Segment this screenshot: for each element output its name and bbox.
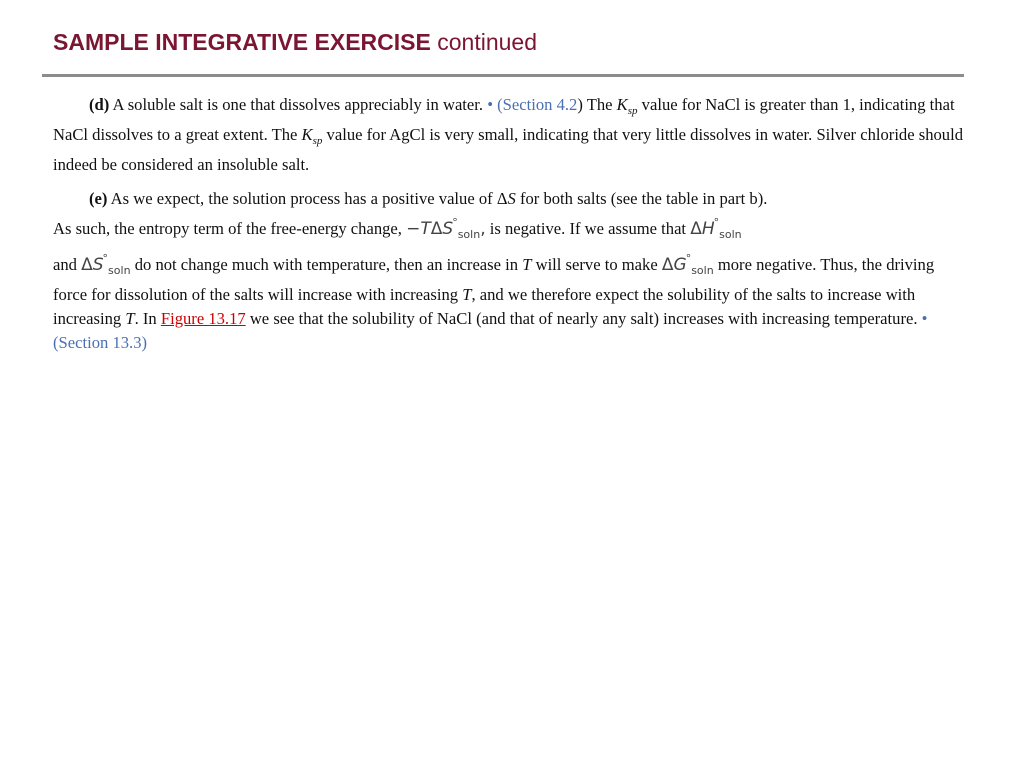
section-ref-13-3[interactable]: • (Section 13.3) [53,309,928,352]
text-segment: value for NaCl is greater than 1, indicating that NaCl dissolves to a great extent. The [53,95,955,144]
title-continued: continued [437,29,537,55]
text-segment: As such, the entropy term of the free-energy change, [53,219,407,238]
text-segment: ) The [577,95,617,114]
text-segment: . In [134,309,161,328]
text-segment: A soluble salt is one that dissolves appreciably in water. [109,95,488,114]
text-segment: we see that the solubility of NaCl (and that of nearly any salt) increases with increasing temperature. [245,309,922,328]
temperature-symbol: T [522,255,532,274]
text-segment: is negative. If we assume that [485,219,691,238]
part-d-label: (d) [89,95,110,114]
math-delta-s-soln: $\Delta S^\circ_{soln}$ [81,252,131,277]
math-delta-h-soln: $\Delta H^\circ_{soln}$ [690,216,742,241]
text-segment: more negative. Thus, the driving force for dissolution of the salts will increase with increasing [53,255,935,304]
entropy-symbol: S [507,189,516,208]
text-segment: will serve to make [531,255,662,274]
title-main: SAMPLE INTEGRATIVE EXERCISE [53,29,431,55]
temperature-symbol: T [462,285,472,304]
text-segment: and [53,255,82,274]
text-segment: value for AgCl is very small, indicating that very little dissolves in water. Silver chloride should indeed be considered an insoluble salt. [53,125,963,174]
section-ref-4-2[interactable]: • (Section 4.2 [487,95,578,114]
figure-13-17-link[interactable]: Figure 13.17 [160,309,246,328]
ksp-symbol: $K_{sp}$ [616,95,638,117]
text-segment: , and we therefore expect the solubility of the salts to increase with increasing [53,285,916,328]
math-delta-g-soln: $\Delta G^\circ_{soln}$ [661,252,714,277]
ksp-symbol: $K_{sp}$ [301,125,323,147]
paragraph-e [53,187,963,355]
math-neg-t-delta-s-soln: $-T\Delta S^\circ_{soln}$, [406,216,486,241]
page-title [53,29,537,56]
title-divider [42,74,964,77]
part-e-label: (e) [89,189,108,208]
text-segment: for both salts (see the table in part b). [515,189,768,208]
exercise-content [53,93,963,365]
paragraph-d [53,93,963,177]
text-segment: do not change much with temperature, then an increase in [130,255,523,274]
text-segment: As we expect, the solution process has a positive value of Δ [107,189,508,208]
temperature-symbol: T [125,309,135,328]
